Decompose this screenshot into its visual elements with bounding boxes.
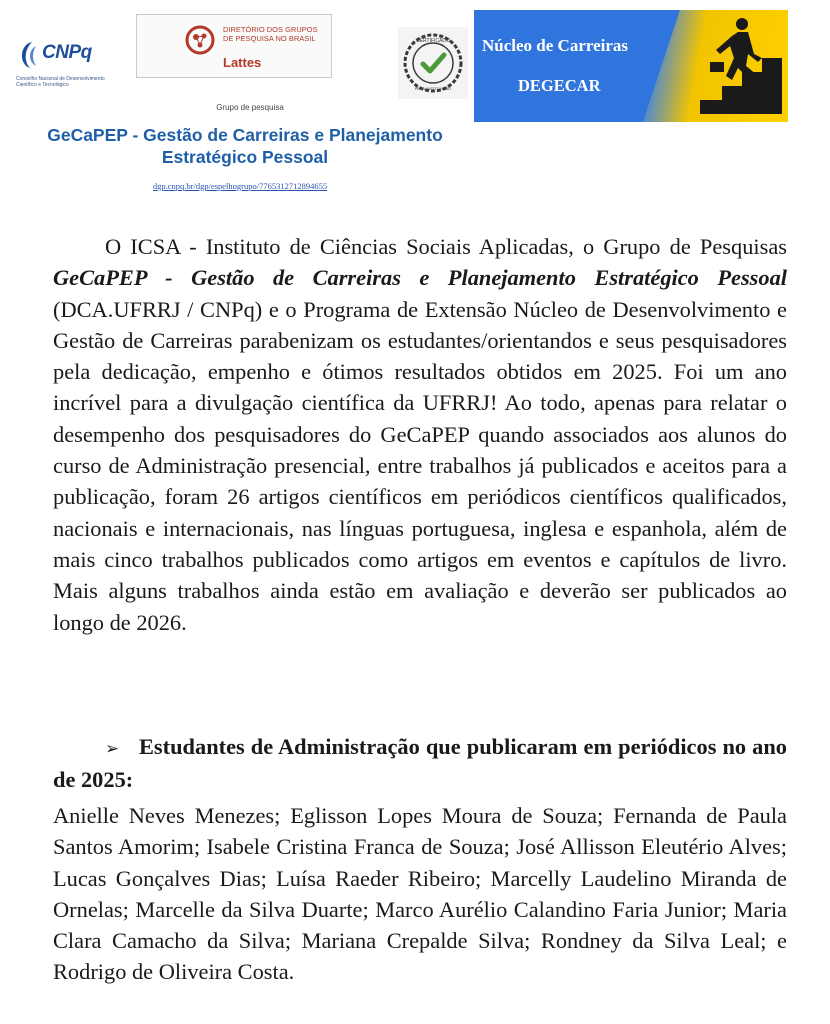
certification-seal-icon [398,27,468,99]
lattes-logo [136,14,332,78]
cnpq-wordmark: CNPq [42,42,92,63]
arrow-bullet-icon: ➢ [105,739,120,758]
nucleo-carreiras-banner [474,10,788,122]
cnpq-subtitle: Conselho Nacional de Desenvolvimento Científico e Tecnológico [16,76,105,88]
section-heading: ➢ Estudantes de Administração que publicaram em periódicos no ano de 2025: [53,734,787,793]
intro-paragraph: O ICSA - Instituto de Ciências Sociais Aplicadas, o Grupo de Pesquisas GeCaPEP - Gestão de Carreiras e Planejamento Estratégico Pessoal (DCA.UFRRJ / CNPq) e o Programa de Extensão Núcleo de Desenvolvimento e Gestão de Carreiras parabenizam os estudantes/orientandos e seus pesquisadores pela dedicação, empenho e ótimos resultados obtidos em 2025. Foi um ano incrível para a divulgação científica da UFRRJ! Ao todo, apenas para relatar o desempenho dos pesquisadores do GeCaPEP quando associados aos alunos do curso de Administração presencial, entre trabalhos já publicados e aceitos para a publicação, foram 26 artigos científicos em periódicos científicos qualificados, nacionais e internacionais, nas línguas portuguesa, inglesa e espanhola, além de mais cinco trabalhos publicados como artigos em eventos e capítulos de livro. Mais alguns trabalhos ainda estão em avaliação e deverão ser publicados ao longo de 2026. [53,234,787,635]
svg-text:PELA INSTITUIÇÃO: PELA INSTITUIÇÃO [414,86,452,91]
group-name: GeCaPEP - Gestão de Carreiras e Planejamento Estratégico Pessoal [53,265,787,291]
group-label: Grupo de pesquisa [216,103,284,112]
group-title: GeCaPEP - Gestão de Carreiras e Planejamento Estratégico Pessoal [47,125,443,167]
svg-text:CERTIFICADO: CERTIFICADO [416,38,450,44]
student-names: Anielle Neves Menezes; Eglisson Lopes Moura de Souza; Fernanda de Paula Santos Amorim; Isabele Cristina Franca de Souza; José Allisson Eleutério Alves; Lucas Gonçalves Dias; Luísa Raeder Ribeiro; Marcelly Laudelino Miranda de Ornelas; Marcelle da Silva Duarte; Marco Aurélio Calandino Faria Junior; Maria Clara Camacho da Silva; Mariana Crepalde Silva; Rondney da Silva Leal; e Rodrigo de Oliveira Costa. [53,803,787,985]
lattes-directory-text: DIRETÓRIO DOS GRUPOS DE PESQUISA NO BRASIL [223,25,318,43]
banner-subtitle: DEGECAR [518,76,601,95]
group-url-link[interactable]: dgp.cnpq.br/dgp/espelhogrupo/7765312712894655 [152,181,328,191]
banner-title: Núcleo de Carreiras [482,36,629,55]
cnpq-logo [12,36,120,102]
climbing-stairs-icon [670,10,788,122]
lattes-network-icon [185,25,215,55]
lattes-wordmark: Lattes [223,55,262,70]
